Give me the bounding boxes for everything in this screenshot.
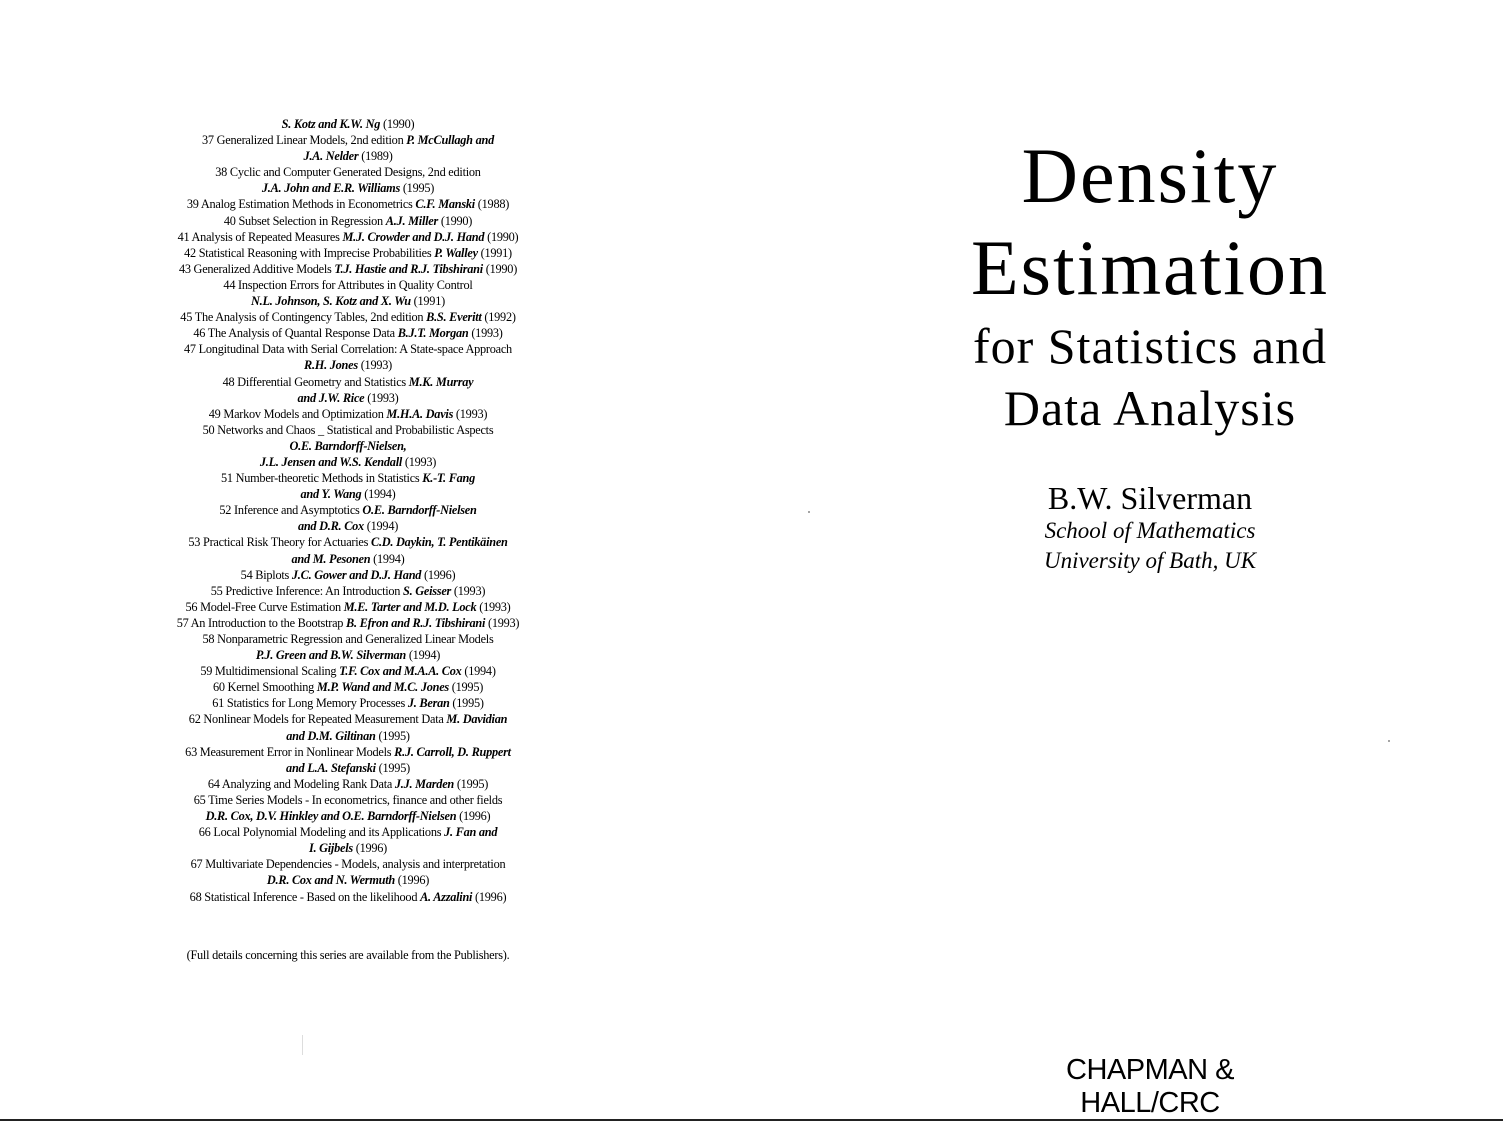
series-entry-author: B.J.T. Morgan (397, 326, 469, 341)
series-entry-text: (1991) (410, 294, 445, 309)
author-name: B.W. Silverman (1047, 480, 1253, 516)
scan-speck (1388, 740, 1390, 742)
series-entry-author: M.H.A. Davis (386, 406, 454, 421)
series-entry-text: (1996) (456, 809, 491, 824)
series-entry-author: P. Walley (434, 245, 478, 260)
series-entry-text: (1989) (358, 149, 393, 164)
series-entry-text: (1993) (357, 358, 392, 373)
series-entry-line (150, 856, 546, 872)
series-entry-text: 47 Longitudinal Data with Serial Correlation: A State-space Approach (184, 342, 512, 357)
scan-speck (808, 511, 810, 513)
series-entry-author: and D.R. Cox (297, 519, 364, 534)
series-entry-author: R.J. Carroll, D. Ruppert (394, 744, 511, 759)
series-entry-line (150, 583, 546, 599)
series-entry-text: 68 Statistical Inference - Based on the likelihood (189, 889, 421, 904)
series-entry-line (150, 374, 546, 390)
series-entry-author: D.R. Cox, D.V. Hinkley and O.E. Barndorff-Nielsen (205, 809, 457, 824)
series-entry-line (150, 534, 546, 550)
series-entry-text: (1993) (485, 615, 520, 630)
series-entry-line (150, 679, 546, 695)
series-entry-text: 60 Kernel Smoothing (212, 680, 317, 695)
series-entry-line (150, 229, 546, 245)
series-entry-line (150, 551, 546, 567)
series-entry-author: A.J. Miller (385, 213, 439, 228)
series-entry-line (150, 245, 546, 261)
series-entry-line (150, 744, 546, 760)
series-entry-text: 41 Analysis of Repeated Measures (177, 229, 343, 244)
series-entry-text: 61 Statistics for Long Memory Processes (212, 696, 408, 711)
series-entry-author: J.A. John and E.R. Williams (261, 181, 401, 196)
series-entry-author: M.E. Tarter and M.D. Lock (343, 599, 477, 614)
book-title-line-2: Estimation (971, 224, 1329, 311)
series-entry-text: 54 Biplots (240, 567, 292, 582)
series-entry-author: and J.W. Rice (297, 390, 365, 405)
series-entry-author: C.D. Daykin, T. Pentikäinen (371, 535, 508, 550)
series-entry-text: (1995) (449, 696, 484, 711)
series-entry-line (150, 454, 546, 470)
series-entry-text: 67 Multivariate Dependencies - Models, analysis and interpretation (190, 857, 506, 872)
series-entry-text: (1993) (453, 406, 488, 421)
series-entry-author: P. McCullagh and (406, 133, 494, 148)
series-entry-text: (1993) (402, 454, 437, 469)
series-entry-text: 55 Predictive Inference: An Introduction (210, 583, 404, 598)
series-entry-text: (1996) (352, 841, 388, 856)
series-entry-text: (1993) (451, 583, 486, 598)
series-entry-line (150, 486, 546, 502)
series-list (150, 116, 546, 905)
series-entry-text: (1995) (400, 181, 435, 196)
series-entry-text: (1990) (484, 229, 519, 244)
series-entry-author: T.F. Cox and M.A.A. Cox (339, 664, 462, 679)
scan-gutter-mark (302, 1035, 303, 1055)
series-entry-line (150, 293, 546, 309)
series-entry-author: S. Geisser (403, 583, 452, 598)
series-entry-line (150, 711, 546, 727)
series-entry-text: 37 Generalized Linear Models, 2nd edition (202, 133, 407, 148)
series-entry-author: and M. Pesonen (291, 551, 371, 566)
series-entry-line (150, 647, 546, 663)
series-entry-line (150, 357, 546, 373)
series-entry-text: (1994) (461, 664, 496, 679)
series-entry-text: (1996) (472, 889, 507, 904)
series-entry-author: B. Efron and R.J. Tibshirani (346, 615, 486, 630)
series-entry-author: B.S. Everitt (426, 310, 482, 325)
series-entry-line (150, 518, 546, 534)
author-affiliation-2: University of Bath, UK (1043, 548, 1257, 573)
series-entry-text: 44 Inspection Errors for Attributes in Quality Control (223, 277, 473, 292)
series-entry-text: (1995) (448, 680, 484, 695)
series-entry-text: 51 Number-theoretic Methods in Statistics (220, 471, 423, 486)
series-entry-line (150, 728, 546, 744)
series-entry-line (150, 164, 546, 180)
series-entry-author: J.J. Marden (394, 776, 454, 791)
series-entry-line (150, 824, 546, 840)
series-entry-author: P.J. Green and B.W. Silverman (255, 648, 406, 663)
series-entry-text: 64 Analyzing and Modeling Rank Data (207, 776, 395, 791)
series-entry-text: 38 Cyclic and Computer Generated Designs, 2nd edition (215, 165, 481, 180)
series-entry-text: (1990) (438, 213, 473, 228)
series-entry-line (150, 180, 546, 196)
series-entry-line (150, 840, 546, 856)
series-entry-text: 59 Multidimensional Scaling (200, 664, 340, 679)
series-entry-text: 52 Inference and Asymptotics (219, 503, 363, 518)
series-entry-line (150, 599, 546, 615)
series-entry-author: J.A. Nelder (303, 149, 359, 164)
series-entry-author: R.H. Jones (304, 358, 358, 373)
series-entry-author: M.K. Murray (408, 374, 474, 389)
series-entry-text: (1993) (468, 326, 503, 341)
series-entry-line (150, 808, 546, 824)
series-entry-text: (1996) (394, 873, 430, 888)
publisher-imprint: CHAPMAN & HALL/CRC (1066, 1054, 1234, 1119)
book-subtitle-line-1: for Statistics and (972, 318, 1328, 374)
series-entry-text: 49 Markov Models and Optimization (208, 406, 387, 421)
series-entry-text: (1990) (482, 261, 518, 276)
series-entry-line (150, 663, 546, 679)
series-entry-author: and L.A. Stefanski (286, 760, 376, 775)
series-entry-line (150, 615, 546, 631)
series-entry-author: M.J. Crowder and D.J. Hand (342, 229, 485, 244)
series-entry-text: (1995) (375, 760, 410, 775)
series-entry-text: 58 Nonparametric Regression and Generalized Linear Models (202, 632, 494, 646)
series-entry-author: K.-T. Fang (422, 471, 476, 486)
series-entry-author: J. Fan and (444, 825, 498, 840)
series-entry-text: 48 Differential Geometry and Statistics (222, 374, 409, 389)
series-entry-author: N.L. Johnson, S. Kotz and X. Wu (251, 294, 411, 309)
series-entry-line (150, 889, 546, 905)
series-entry-line (150, 309, 546, 325)
series-entry-line (150, 567, 546, 583)
series-entry-line (150, 502, 546, 518)
series-entry-line (150, 792, 546, 808)
series-entry-text: 57 An Introduction to the Bootstrap (176, 615, 347, 630)
series-entry-line (150, 148, 546, 164)
series-entry-text: 65 Time Series Models - In econometrics, finance and other fields (193, 792, 503, 807)
author-affiliation-1: School of Mathematics (1044, 518, 1256, 543)
series-entry-text: (1994) (363, 519, 399, 534)
book-title-line-1: Density (1021, 132, 1279, 219)
series-entry-line (150, 132, 546, 148)
series-entry-line (150, 116, 546, 132)
series-entry-line (150, 325, 546, 341)
series-entry-line (150, 277, 546, 293)
series-entry-author: J. Beran (407, 696, 450, 711)
series-entry-text: 42 Statistical Reasoning with Imprecise Probabilities (184, 245, 435, 260)
series-entry-text: 50 Networks and Chaos _ Statistical and Probabilistic Aspects (202, 422, 494, 437)
series-entry-line (150, 390, 546, 406)
series-entry-text: 45 The Analysis of Contingency Tables, 2nd edition (180, 310, 427, 325)
series-entry-line (150, 760, 546, 776)
series-entry-text: 39 Analog Estimation Methods in Econometrics (186, 197, 416, 212)
series-entry-line (150, 872, 546, 888)
series-entry-text: (1995) (375, 728, 410, 743)
series-entry-text: (1993) (364, 390, 399, 405)
series-entry-text: (1992) (481, 310, 516, 325)
series-entry-author: M.P. Wand and M.C. Jones (316, 680, 449, 695)
series-entry-text: 40 Subset Selection in Regression (223, 213, 386, 228)
series-entry-author: I. Gijbels (308, 841, 353, 856)
series-entry-line (150, 438, 546, 454)
series-entry-text: 46 The Analysis of Quantal Response Data (193, 326, 398, 341)
series-entry-line (150, 261, 546, 277)
series-entry-author: and D.M. Giltinan (286, 728, 376, 743)
series-entry-line (150, 695, 546, 711)
series-entry-author: C.F. Manski (415, 197, 475, 212)
series-entry-text: 56 Model-Free Curve Estimation (185, 599, 344, 614)
series-entry-text: (1993) (476, 599, 511, 614)
series-entry-author: J.L. Jensen and W.S. Kendall (259, 454, 403, 469)
series-entry-author: and Y. Wang (300, 487, 362, 502)
series-entry-text: (1995) (454, 776, 489, 791)
series-entry-text: 66 Local Polynomial Modeling and its Applications (198, 825, 445, 840)
series-entry-text: (1996) (421, 567, 456, 582)
series-entry-author: M. Davidian (446, 712, 508, 727)
series-entry-line (150, 196, 546, 212)
series-entry-text: (1994) (406, 648, 441, 663)
series-entry-text: 43 Generalized Additive Models (178, 261, 335, 276)
series-entry-text: 62 Nonlinear Models for Repeated Measurement Data (188, 712, 447, 727)
series-entry-text: (1990) (380, 117, 415, 131)
series-entry-text: (1994) (361, 487, 396, 502)
series-entry-author: O.E. Barndorff-Nielsen, (289, 438, 407, 453)
series-entry-text: (1994) (370, 551, 405, 566)
series-entry-author: S. Kotz and K.W. Ng (281, 117, 381, 131)
series-entry-author: J.C. Gower and D.J. Hand (291, 567, 422, 582)
series-entry-line (150, 341, 546, 357)
series-entry-line (150, 631, 546, 647)
series-entry-text: 53 Practical Risk Theory for Actuaries (188, 535, 371, 550)
book-subtitle-line-2: Data Analysis (1003, 380, 1297, 436)
series-entry-line (150, 776, 546, 792)
series-entry-author: O.E. Barndorff-Nielsen (362, 503, 477, 518)
series-entry-line (150, 422, 546, 438)
series-entry-author: D.R. Cox and N. Wermuth (266, 873, 395, 888)
series-entry-line (150, 213, 546, 229)
series-entry-author: T.J. Hastie and R.J. Tibshirani (334, 261, 483, 276)
series-footnote: (Full details concerning this series are available from the Publishers). (186, 948, 510, 962)
title-page (910, 130, 1390, 576)
series-entry-line (150, 470, 546, 486)
series-entry-author: A. Azzalini (420, 889, 473, 904)
series-entry-text: (1988) (474, 197, 510, 212)
series-entry-line (150, 406, 546, 422)
series-entry-text: 63 Measurement Error in Nonlinear Models (185, 744, 395, 759)
series-entry-text: (1991) (477, 245, 512, 260)
